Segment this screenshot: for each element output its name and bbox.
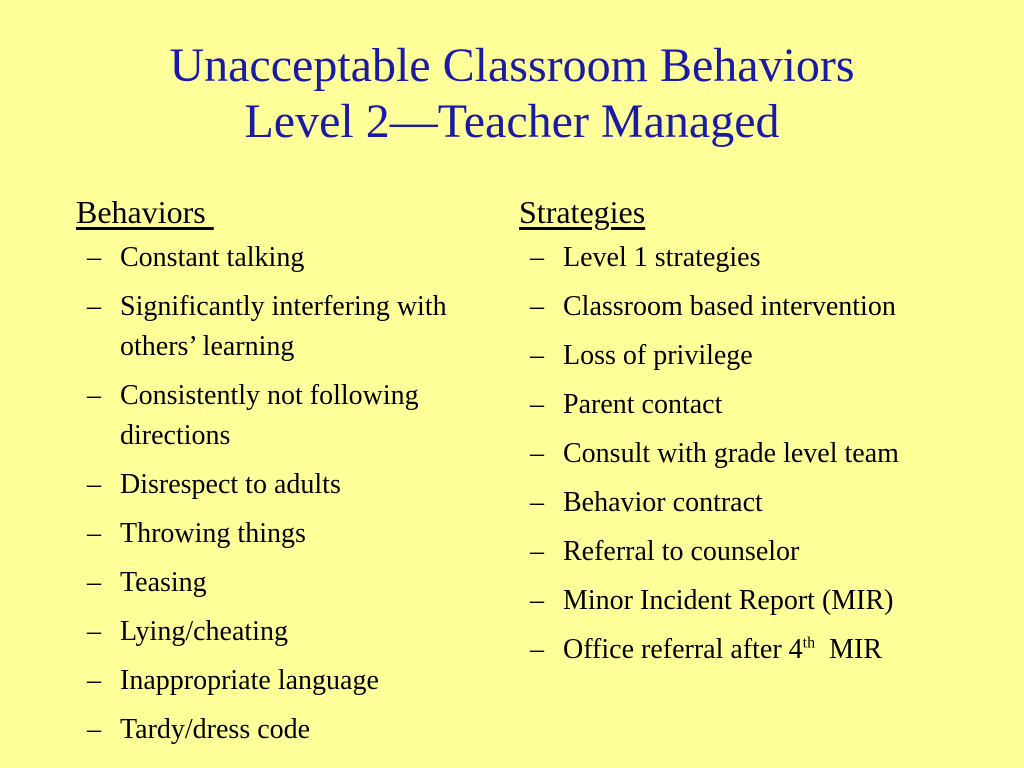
list-item [519,385,999,425]
list-item [76,238,460,278]
behaviors-heading: Behaviors [76,194,214,230]
list-item-text: Behavior contract [563,487,763,518]
behaviors-list [76,238,476,750]
dash-bullet: – [530,340,544,371]
dash-bullet: – [87,469,101,500]
behaviors-column [76,190,476,759]
list-item-text: Lying/cheating [120,616,288,647]
office-referral-text: Office referral after 4 [563,634,803,665]
dash-bullet: – [530,487,544,518]
dash-bullet: – [87,518,101,549]
list-item [76,710,460,750]
list-item-text [563,634,882,665]
list-item-text: Inappropriate language [120,665,379,696]
list-item [76,563,460,603]
list-item [519,532,999,572]
ordinal-suffix: th [802,634,816,652]
list-item-text: Loss of privilege [563,340,753,371]
list-item [519,287,999,327]
dash-bullet: – [530,634,544,665]
dash-bullet: – [530,536,544,567]
list-item-text: Throwing things [120,518,306,549]
list-item [76,287,460,367]
dash-bullet: – [530,389,544,420]
list-item [519,336,999,376]
list-item-text: Constant talking [120,242,305,273]
strategies-column [519,190,999,679]
dash-bullet: – [87,242,101,273]
list-item-text: Teasing [120,567,207,598]
list-item [76,376,460,456]
list-item [76,465,460,505]
list-item-text: Significantly interfering with others’ learning [120,291,447,362]
list-item [519,630,999,670]
list-item-text: Disrespect to adults [120,469,341,500]
list-item-text: Consult with grade level team [563,438,899,469]
dash-bullet: – [530,291,544,322]
list-item-text: Minor Incident Report (MIR) [563,585,894,616]
dash-bullet: – [87,291,101,322]
strategies-heading: Strategies [519,194,646,230]
dash-bullet: – [530,242,544,273]
mir-text: MIR [815,634,882,665]
list-item-text: Consistently not following directions [120,380,419,451]
list-item-text: Referral to counselor [563,536,800,567]
list-item-text: Classroom based intervention [563,291,896,322]
dash-bullet: – [530,585,544,616]
list-item [519,434,999,474]
dash-bullet: – [87,567,101,598]
list-item [76,514,460,554]
list-item-text: Level 1 strategies [563,242,761,273]
strategies-list [519,238,999,670]
list-item-text: Parent contact [563,389,723,420]
title-line-2: Level 2—Teacher Managed [244,95,780,148]
list-item [519,483,999,523]
dash-bullet: – [87,616,101,647]
title-line-1: Unacceptable Classroom Behaviors [169,39,855,92]
dash-bullet: – [87,665,101,696]
list-item [76,612,460,652]
list-item [76,661,460,701]
slide-title [0,38,1024,150]
dash-bullet: – [87,714,101,745]
dash-bullet: – [87,380,101,411]
list-item-text: Tardy/dress code [120,714,311,745]
list-item [519,581,999,621]
dash-bullet: – [530,438,544,469]
list-item [519,238,999,278]
